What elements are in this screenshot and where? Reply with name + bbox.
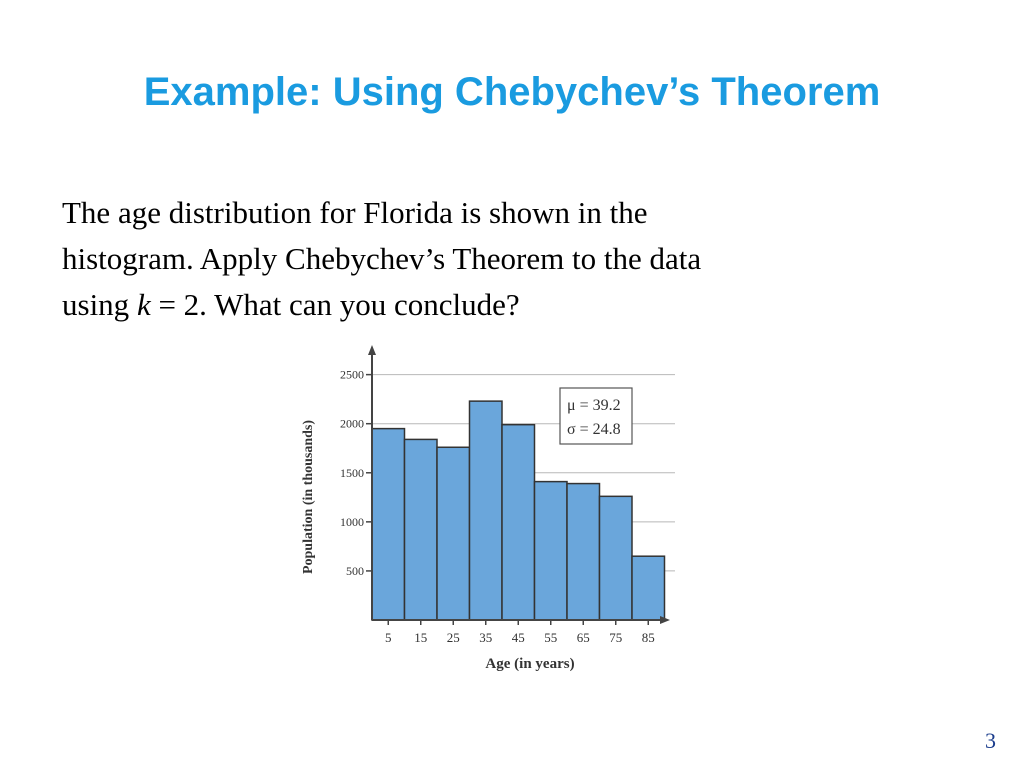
x-tick-label: 55 [544, 630, 558, 645]
legend-mean: μ = 39.2 [567, 397, 621, 414]
variable-k: k [136, 287, 151, 322]
bar-age-45 [502, 425, 535, 620]
problem-line-3 [62, 282, 962, 328]
y-tick-label: 1000 [340, 514, 364, 529]
bar-age-35 [470, 401, 503, 620]
problem-line-3-post: = 2. What can you conclude? [150, 287, 520, 322]
y-axis-label: Population (in thousands) [301, 419, 316, 575]
problem-line-3-pre: using [62, 287, 137, 322]
y-tick-layer [340, 368, 372, 578]
x-axis-label: Age (in years) [485, 656, 575, 672]
slide-number: 3 [985, 728, 996, 753]
slide-title: Example: Using Chebychev’s Theorem [143, 70, 881, 114]
problem-text [62, 190, 962, 328]
x-tick-layer [385, 620, 655, 645]
y-tick-label: 500 [346, 563, 364, 578]
stats-legend [560, 388, 632, 444]
bar-age-25 [437, 447, 470, 620]
x-tick-label: 45 [511, 630, 525, 645]
y-axis-arrow [368, 345, 376, 355]
problem-line-1: The age distribution for Florida is shown in the [62, 195, 648, 230]
bar-age-55 [535, 482, 568, 620]
bar-age-15 [405, 439, 438, 620]
y-tick-label: 1500 [340, 465, 364, 480]
problem-line-2: histogram. Apply Chebychev’s Theorem to the data [62, 241, 702, 276]
bar-age-5 [372, 429, 405, 620]
x-tick-label: 75 [609, 630, 623, 645]
bar-age-85 [632, 556, 665, 620]
age-histogram [290, 335, 710, 685]
y-tick-label: 2500 [340, 367, 364, 382]
x-tick-label: 15 [414, 630, 428, 645]
bar-age-75 [600, 496, 633, 620]
bar-age-65 [567, 484, 600, 620]
x-tick-label: 85 [641, 630, 655, 645]
x-tick-label: 25 [446, 630, 460, 645]
x-tick-label: 5 [385, 630, 392, 645]
legend-stddev: σ = 24.8 [567, 421, 621, 438]
x-tick-label: 35 [479, 630, 493, 645]
x-tick-label: 65 [576, 630, 590, 645]
y-tick-label: 2000 [340, 416, 364, 431]
slide-body [62, 190, 962, 328]
